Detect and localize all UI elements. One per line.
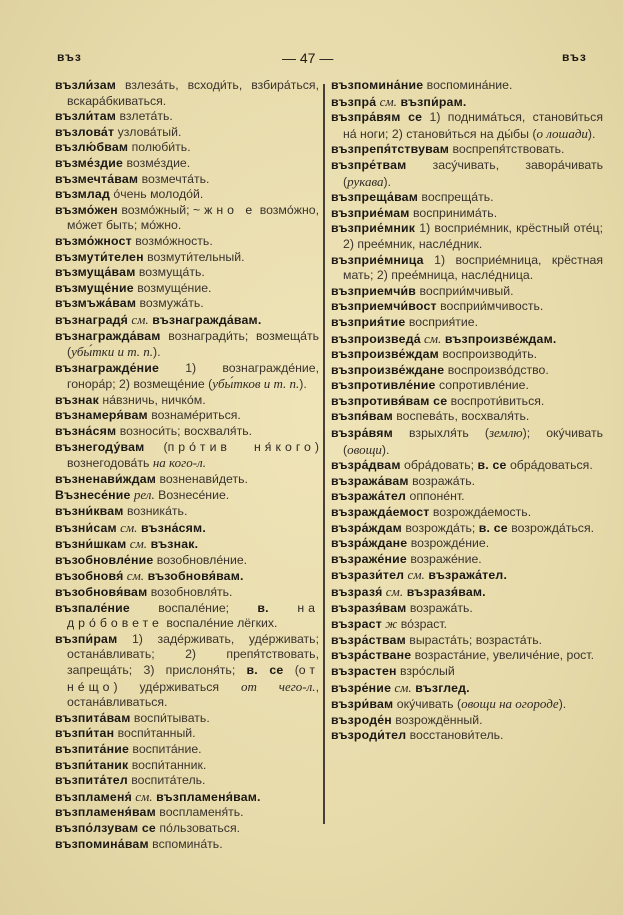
cross-reference: възна́сям. [137, 520, 206, 535]
dictionary-entry [331, 315, 603, 331]
dictionary-entry [55, 265, 319, 281]
translation: во́зраст. [397, 617, 448, 632]
dictionary-entry [331, 616, 603, 633]
headword: възрастен [331, 663, 397, 678]
headword: възпомина́ние [331, 78, 424, 92]
translation: воспита́ние. [129, 741, 202, 756]
translation: воспреща́ть. [418, 190, 494, 205]
translation: взлеза́ть, всходи́ть, взбира́ться, вскара́бкиваться. [67, 78, 319, 108]
translation: о́чень молодо́й. [109, 187, 204, 202]
headword: възмути́телен [55, 249, 144, 264]
headword: възпроизве́ждане [331, 362, 445, 377]
dictionary-entry [331, 521, 603, 537]
cross-reference: възнак. [147, 537, 199, 552]
usage-note: см. [128, 311, 149, 327]
dictionary-entry [55, 726, 319, 742]
translation: возмо́жно, мо́жет быть; мо́жно. [67, 202, 319, 233]
translation: 1) вознагражде́ние, гонора́р; 2) возмеще́ние ( [67, 360, 319, 392]
translation: обра́довать; [400, 458, 478, 473]
usage-note: см. [131, 788, 153, 804]
translation: воспроизво́дство. [444, 362, 549, 377]
headword: възни́шкам [55, 537, 127, 552]
headword: възпи́тан [55, 726, 115, 741]
translation: восстанови́тель. [406, 728, 504, 743]
usage-note: убы́тки и т. п. [71, 344, 153, 360]
headword: възна́сям [55, 424, 117, 439]
translation: оку́чивать ( [393, 697, 462, 712]
translation: возража́ть. [406, 600, 473, 615]
dictionary-entry [55, 234, 319, 250]
dictionary-entry [55, 837, 319, 853]
dictionary-entry [55, 393, 319, 409]
headword: възража́тел [331, 489, 407, 504]
headword: възпра́ [331, 94, 377, 109]
dictionary-entry [331, 347, 603, 363]
translation: ( [283, 662, 299, 677]
headword: възпламеня́ [55, 789, 132, 804]
dictionary-entry [331, 489, 603, 505]
dictionary-entry [331, 110, 603, 142]
dictionary-entry [55, 78, 319, 109]
dictionary-entry [331, 425, 603, 458]
translation: ( [144, 439, 168, 454]
left-guide-word: въз [57, 50, 82, 64]
dictionary-entry [331, 680, 603, 697]
headword: възприя́тие [331, 314, 406, 329]
headword: възрази́тел [331, 568, 405, 583]
dictionary-entry [55, 504, 319, 520]
translation: вознаме́риться. [147, 408, 241, 423]
dictionary-entry [55, 109, 319, 125]
dictionary-entry [331, 409, 603, 425]
cross-reference: възпламеня́вам. [152, 789, 261, 804]
translation: 1) восприе́мница, крёстная мать; 2) прее́мница, насле́дница. [343, 252, 603, 283]
headword: възмлад [55, 187, 110, 202]
translation: выраста́ть; возраста́ть. [405, 632, 543, 647]
dictionary-entry [55, 172, 319, 188]
usage-note: см. [420, 330, 442, 346]
dictionary-entry [331, 505, 603, 521]
translation: воспроти́виться. [447, 393, 545, 408]
headword: възпрепя́тствувам [331, 142, 450, 157]
dictionary-entry [331, 394, 603, 410]
translation: возмо́жный; [117, 202, 193, 217]
translation: ); оку́чивать ( [343, 426, 603, 457]
translation: ). [383, 174, 392, 189]
headword: възнагражде́ние [55, 360, 160, 375]
dictionary-entry [55, 520, 319, 537]
dictionary-entry [331, 331, 603, 348]
headword: възпроизве́ждам [331, 347, 439, 362]
translation: возража́ть. [408, 473, 476, 488]
dictionary-entry [331, 713, 603, 729]
headword: възри́вам [331, 697, 394, 712]
translation: ). [153, 345, 161, 360]
dictionary-entry [331, 299, 603, 315]
dictionary-entry [331, 253, 603, 284]
translation: воспринима́ть. [409, 205, 498, 220]
headword: възли́там [55, 109, 117, 124]
headword: възпи́рам [55, 631, 118, 646]
dictionary-entry [55, 440, 319, 472]
dictionary-entry [55, 536, 319, 553]
headword: възмуща́вам [55, 265, 136, 280]
headword: възприе́мам [331, 205, 410, 220]
dictionary-entry [331, 664, 603, 680]
translation: воспи́танник. [128, 757, 207, 772]
translation: воспи́тывать. [130, 710, 210, 725]
headword: възпра́вям се [331, 110, 423, 125]
headword: възпротивле́ние [331, 378, 436, 393]
headword: възмъжа́вам [55, 296, 137, 311]
headword: възраже́ние [331, 551, 407, 566]
translation: возрожда́ться. [507, 520, 595, 535]
dictionary-entry [55, 742, 319, 758]
dictionary-entry [331, 158, 603, 190]
dictionary-entry [55, 140, 319, 156]
translation: Вознесе́ние. [154, 488, 230, 503]
headword: възра́ждане [331, 536, 408, 551]
dictionary-entry [331, 458, 603, 474]
dictionary-entry [331, 378, 603, 394]
headword: възприемчи́в [331, 283, 417, 298]
dictionary-entry [331, 94, 603, 111]
cross-reference: възпи́рам. [396, 94, 467, 109]
translation: обра́доваться. [506, 458, 593, 473]
usage-note: рел. [130, 487, 155, 503]
dictionary-entry [55, 424, 319, 440]
translation: от не́що [67, 662, 319, 694]
translation: ). [558, 697, 567, 712]
dictionary-entry [331, 601, 603, 617]
headword: възроде́н [331, 712, 392, 727]
translation: возмуще́ние. [133, 280, 212, 295]
cross-reference: в. [257, 600, 298, 615]
headword: възра́стване [331, 648, 412, 663]
translation: ). [381, 442, 390, 457]
headword: възобновя́вам [55, 585, 148, 599]
cross-reference: възобновя́вам. [144, 569, 244, 584]
dictionary-entry [55, 711, 319, 727]
dictionary-entry [331, 584, 603, 601]
headword: възнагражда́вам [55, 328, 161, 343]
translation: возрожде́ние. [407, 536, 490, 551]
usage-note: см. [404, 567, 425, 583]
headword: възразя́ [331, 585, 383, 599]
headword: възнак [55, 392, 99, 407]
dictionary-entry [55, 487, 319, 504]
dictionary-entry [331, 633, 603, 649]
headword: възпомина́вам [55, 836, 149, 851]
usage-note: овощи [347, 441, 382, 457]
dictionary-entry [55, 125, 319, 141]
dictionary-entry [331, 78, 603, 94]
cross-reference: възпроизве́ждам. [441, 331, 557, 346]
translation: воспламеня́ть. [155, 805, 244, 820]
translation: возмо́жность. [131, 233, 213, 248]
translation: воспомина́ние. [423, 78, 513, 92]
translation: узлова́тый. [114, 124, 182, 139]
translation: ~жно е [192, 202, 257, 217]
dictionary-entry [55, 601, 319, 632]
translation: 1) поднима́ться, станови́ться на́ ноги; 2) станови́ться на ды́бы ( [343, 110, 603, 141]
dictionary-entry [331, 284, 603, 300]
translation: 1) восприе́мник, крёстный оте́ц; 2) прее́мник, насле́дник. [343, 221, 603, 251]
headword: възпи́таник [55, 757, 129, 772]
dictionary-entry [331, 728, 603, 744]
translation: возника́ть. [123, 504, 188, 519]
headword: възли́зам [55, 78, 117, 92]
headword: възприе́мница [331, 252, 424, 267]
translation: воспрепя́тствовать. [449, 142, 565, 157]
dictionary-entry [55, 805, 319, 821]
headword: възразя́вам [331, 600, 407, 615]
headword: възпроизведа́ [331, 331, 421, 346]
headword: възпита́вам [55, 710, 131, 725]
dictionary-entry [55, 821, 319, 837]
usage-note: землю [488, 425, 523, 441]
translation: возрождённый. [391, 712, 483, 727]
usage-note: от чего-л. [241, 678, 316, 694]
translation: засу́чивать, завора́чивать ( [343, 157, 603, 189]
cross-reference: в. се [477, 458, 507, 473]
translation: воспале́ние; [129, 600, 258, 615]
dictionary-entry [55, 632, 319, 711]
headword: възпита́ние [55, 741, 130, 756]
dictionary-entry [331, 696, 603, 713]
headword: възненави́ждам [55, 471, 157, 486]
translation: ) уде́рживаться [113, 679, 242, 694]
usage-note: см. [123, 568, 145, 584]
translation: воспроизводи́ть. [438, 347, 538, 362]
headword: възмо́жност [55, 233, 132, 248]
translation: возраже́ние. [406, 551, 482, 566]
dictionary-entry [55, 203, 319, 234]
translation: ). [299, 377, 307, 392]
dictionary-entry [331, 221, 603, 252]
headword: възни́сам [55, 520, 117, 535]
headword: възнегоду́вам [55, 439, 145, 454]
translation: воспева́ть, восхваля́ть. [392, 409, 530, 424]
usage-note: убы́тков и т. п. [212, 376, 300, 392]
dictionary-entry [331, 648, 603, 664]
headword: възприе́мник [331, 221, 416, 236]
usage-note: см. [116, 519, 138, 535]
dictionary-entry [55, 472, 319, 488]
usage-note: см. [126, 536, 148, 552]
headword: възмуще́ние [55, 280, 134, 295]
translation: 1) заде́рживать, уде́рживать; остана́вливать; 2) препя́тствовать, запреща́ть; 3) прислоня́ть; [67, 631, 319, 677]
translation: возноси́ть; восхваля́ть. [116, 424, 253, 439]
usage-note: см. [382, 584, 404, 599]
translation: про́тив ня́кого [167, 439, 315, 454]
headword: възни́квам [55, 504, 124, 519]
headword: възпита́тел [55, 773, 128, 788]
dictionary-entry [55, 312, 319, 329]
translation: , остана́вливаться. [67, 679, 319, 710]
page-number: — 47 — [282, 50, 334, 66]
headword: възмо́жен [55, 202, 118, 217]
translation: вознагради́ть; возмеща́ть ( [67, 328, 319, 360]
dictionary-entry [331, 206, 603, 222]
headword: възража́вам [331, 473, 409, 488]
dictionary-entry [331, 142, 603, 158]
translation: ). [587, 126, 596, 141]
usage-note: см. [391, 679, 412, 695]
translation: возненави́деть. [156, 471, 248, 486]
headword: възраст [331, 617, 382, 632]
cross-reference: възнагражда́вам. [148, 312, 262, 327]
headword: възнамеря́вам [55, 408, 148, 423]
headword: възприемчи́вост [331, 299, 437, 314]
headword: възпо́лзувам се [55, 820, 156, 835]
right-column [331, 78, 603, 744]
dictionary-entry [55, 553, 319, 569]
translation: воспале́ние лёгких. [162, 616, 278, 631]
translation: возобновля́ть. [147, 585, 233, 599]
cross-reference: възразя́вам. [403, 585, 486, 599]
headword: Възнесе́ние [55, 488, 131, 503]
translation: воспита́тель. [127, 773, 206, 788]
dictionary-entry [55, 329, 319, 361]
dictionary-entry [55, 281, 319, 297]
translation: возрожда́емость. [429, 505, 532, 520]
headword: възра́ждам [331, 520, 402, 535]
translation: восприи́мчивость. [436, 299, 544, 314]
translation: возмужа́ть. [136, 296, 204, 311]
translation: взрыхля́ть ( [392, 426, 489, 441]
headword: възре́ние [331, 680, 392, 695]
translation: возраста́ние, увеличе́ние, рост. [411, 648, 594, 663]
dictionary-entry [55, 156, 319, 172]
usage-note: на кого-л. [152, 455, 206, 471]
translation: восприи́мчивый. [416, 283, 514, 298]
headword: възпале́ние [55, 600, 130, 615]
translation: на дро́бовете [67, 600, 319, 631]
translation: возмуща́ть. [135, 265, 205, 280]
translation: взлета́ть. [116, 109, 173, 124]
left-column [55, 78, 319, 852]
column-divider [323, 84, 325, 824]
translation: вспомина́ть. [148, 836, 223, 851]
dictionary-entry [55, 187, 319, 203]
translation: воспи́танный. [114, 726, 196, 741]
headword: възпреща́вам [331, 190, 419, 205]
headword: възмечта́вам [55, 171, 139, 186]
translation: возме́здие. [123, 155, 191, 170]
cross-reference: в. се [246, 662, 284, 677]
headword: възроди́тел [331, 728, 407, 743]
dictionary-entry [331, 536, 603, 552]
dictionary-entry [331, 567, 603, 584]
translation: ) вознегодова́ть [67, 439, 319, 471]
translation: возмути́тельный. [143, 249, 245, 264]
headword: възра́вям [331, 426, 393, 441]
dictionary-entry [55, 361, 319, 393]
cross-reference: в. се [478, 520, 508, 535]
right-guide-word: въз [562, 50, 587, 64]
translation: сопротивле́ние. [435, 378, 529, 393]
usage-note: о лошади [536, 125, 588, 141]
headword: възпре́твам [331, 157, 407, 172]
headword: възпротивя́вам се [331, 393, 448, 408]
headword: възра́двам [331, 458, 401, 473]
translation: возобновле́ние. [153, 552, 248, 567]
dictionary-entry [331, 552, 603, 568]
translation: по́льзоваться. [155, 820, 241, 835]
headword: възлова́т [55, 124, 115, 139]
dictionary-entry [55, 408, 319, 424]
dictionary-entry [55, 789, 319, 806]
translation: восприя́тие. [405, 314, 479, 329]
headword: възнаградя́ [55, 312, 129, 327]
dictionary-entry [55, 758, 319, 774]
translation: возрожда́ть; [401, 520, 479, 535]
headword: възлю́бвам [55, 140, 129, 155]
dictionary-entry [331, 474, 603, 490]
dictionary-entry [55, 250, 319, 266]
dictionary-entry [55, 296, 319, 312]
cross-reference: възглед. [411, 680, 470, 695]
translation: взро́слый [396, 663, 455, 678]
usage-note: овощи на огороде [461, 696, 559, 712]
usage-note: рукава [347, 173, 384, 189]
dictionary-entry [55, 773, 319, 789]
headword: възме́здие [55, 155, 124, 170]
translation: возмечта́ть. [138, 171, 210, 186]
dictionary-entry [331, 190, 603, 206]
headword: възра́ствам [331, 632, 406, 647]
headword: възпя́вам [331, 409, 393, 424]
dictionary-entry [55, 568, 319, 585]
translation: на́взничь, ничко́м. [98, 392, 206, 407]
cross-reference: възража́тел. [424, 568, 508, 583]
headword: възобновле́ние [55, 552, 154, 567]
headword: възобновя́ [55, 569, 124, 584]
dictionary-entry [331, 363, 603, 379]
translation: полюби́ть. [128, 140, 191, 155]
headword: възражда́емост [331, 505, 430, 520]
usage-note: ж [381, 616, 398, 632]
translation: оппоне́нт. [406, 489, 465, 504]
usage-note: см. [376, 93, 397, 109]
dictionary-entry [55, 585, 319, 601]
headword: възпламеня́вам [55, 805, 156, 820]
